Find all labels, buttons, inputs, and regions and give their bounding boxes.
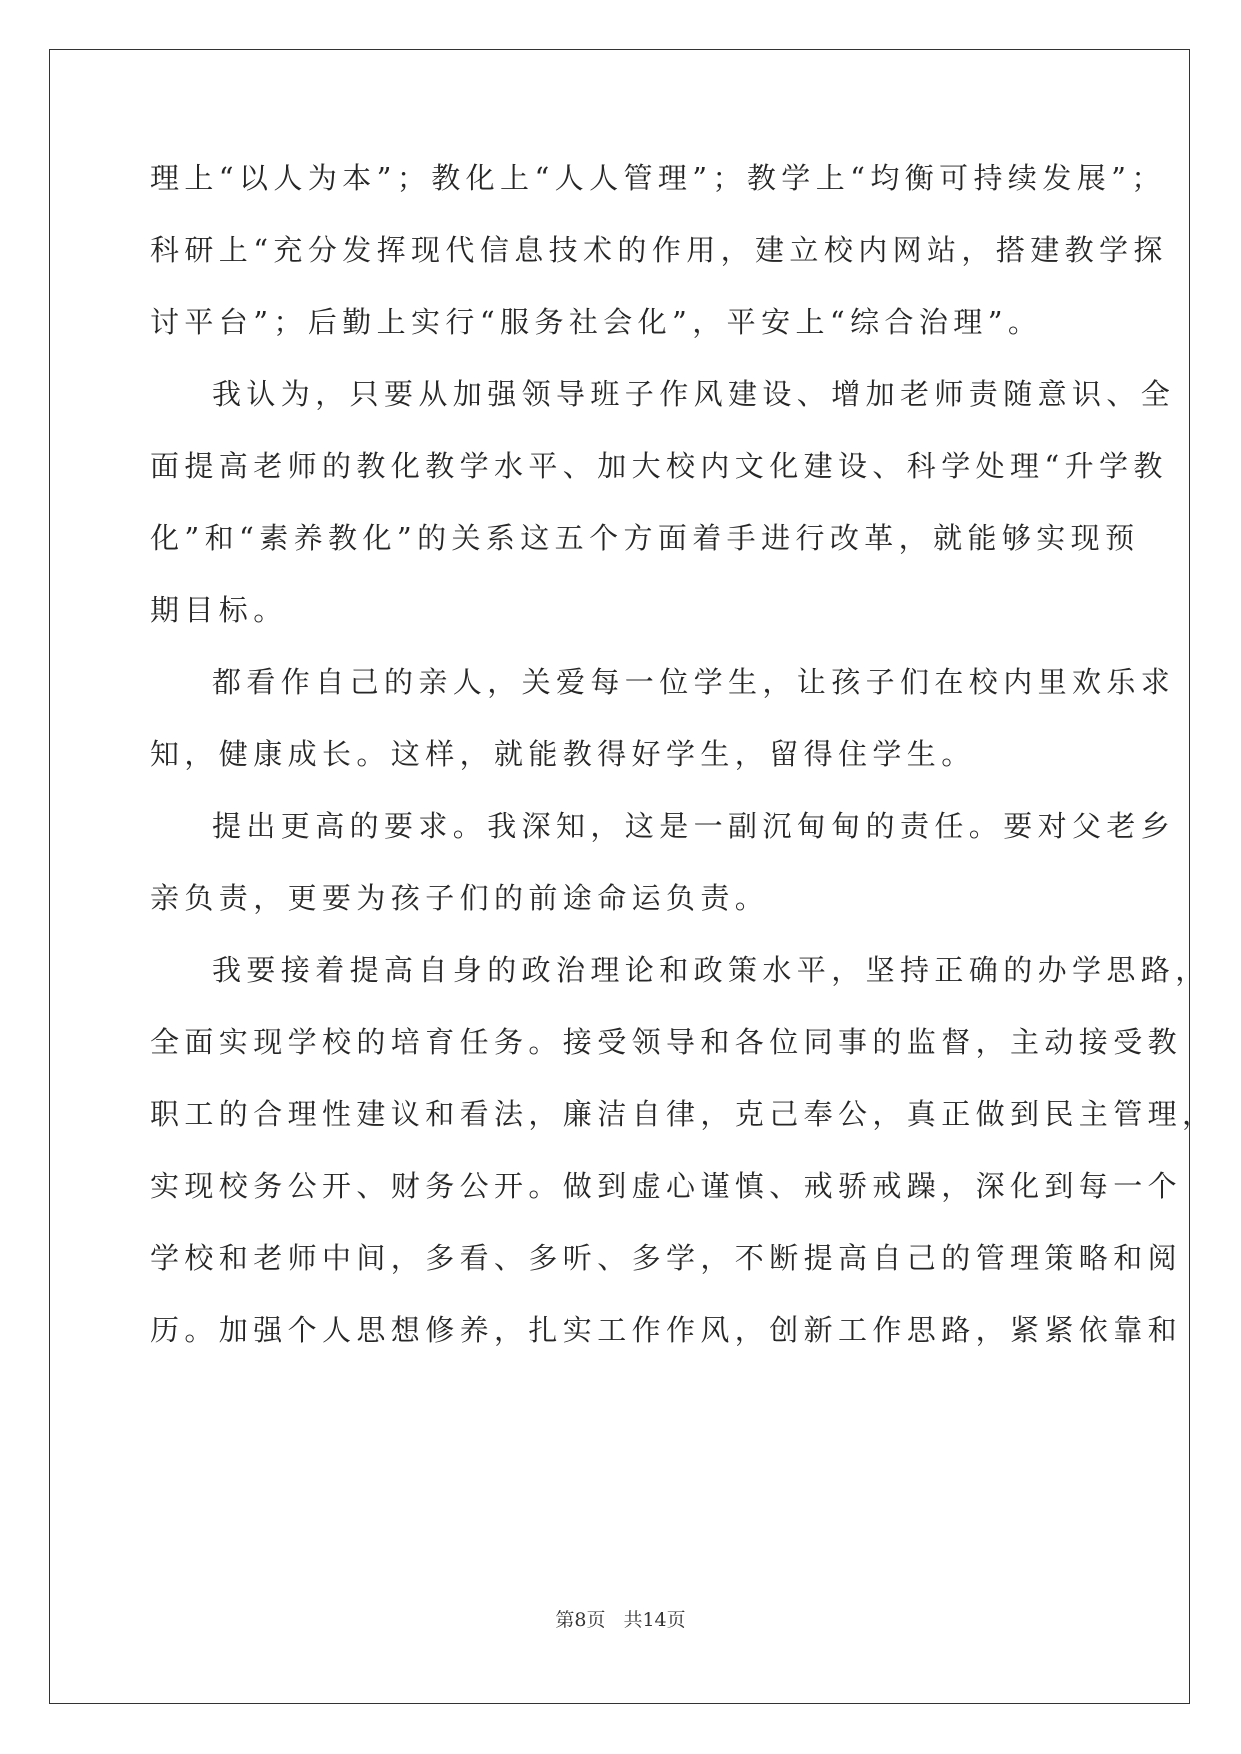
text-line: 面提高老师的教化教学水平、加大校内文化建设、科学处理“升学教 xyxy=(150,449,1168,483)
text-line: 亲负责，更要为孩子们的前途命运负责。 xyxy=(150,881,770,915)
text-line: 理上“以人为本”；教化上“人人管理”；教学上“均衡可持续发展”； xyxy=(150,161,1166,195)
text-line: 化”和“素养教化”的关系这五个方面着手进行改革，就能够实现预 xyxy=(150,521,1140,555)
text-line: 职工的合理性建议和看法，廉洁自律，克己奉公，真正做到民主管理， xyxy=(150,1097,1217,1131)
text-line: 期目标。 xyxy=(150,593,288,627)
paragraph-start-line: 我要接着提高自身的政治理论和政策水平，坚持正确的办学思路， xyxy=(212,953,1210,987)
page-number: 第8页 xyxy=(555,1609,606,1631)
text-line: 科研上“充分发挥现代信息技术的作用，建立校内网站，搭建教学探 xyxy=(150,233,1168,267)
page-border xyxy=(49,49,1190,1704)
page-total: 共14页 xyxy=(623,1609,686,1631)
text-line: 全面实现学校的培育任务。接受领导和各位同事的监督，主动接受教 xyxy=(150,1025,1183,1059)
page-footer xyxy=(0,1605,1241,1632)
text-line: 知，健康成长。这样，就能教得好学生，留得住学生。 xyxy=(150,737,976,771)
paragraph-start-line: 都看作自己的亲人，关爱每一位学生，让孩子们在校内里欢乐求 xyxy=(212,665,1176,699)
text-line: 历。加强个人思想修养，扎实工作作风，创新工作思路，紧紧依靠和 xyxy=(150,1313,1183,1347)
paragraph-start-line: 提出更高的要求。我深知，这是一副沉甸甸的责任。要对父老乡 xyxy=(212,809,1176,843)
text-line: 学校和老师中间，多看、多听、多学，不断提高自己的管理策略和阅 xyxy=(150,1241,1183,1275)
text-line: 讨平台”；后勤上实行“服务社会化”，平安上“综合治理”。 xyxy=(150,305,1043,339)
paragraph-start-line: 我认为，只要从加强领导班子作风建设、增加老师责随意识、全 xyxy=(212,377,1176,411)
text-line: 实现校务公开、财务公开。做到虚心谨慎、戒骄戒躁，深化到每一个 xyxy=(150,1169,1183,1203)
